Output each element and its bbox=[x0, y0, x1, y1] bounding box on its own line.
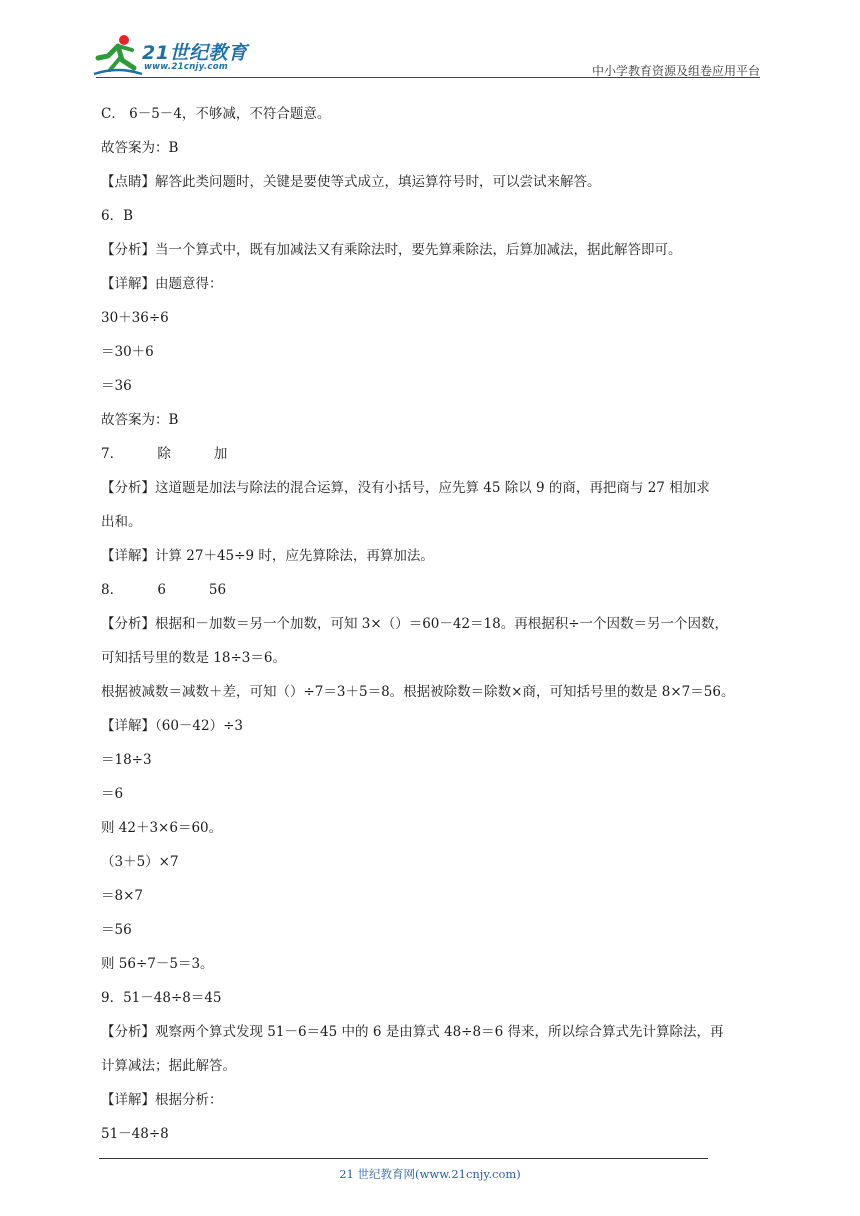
equation-line: 30＋36÷6 bbox=[101, 310, 169, 326]
equation-line: ＝30＋6 bbox=[101, 344, 154, 360]
question-number: 6．B bbox=[101, 208, 134, 224]
text-line: 【详解】（60－42）÷3 bbox=[101, 718, 244, 734]
text-line: 可知括号里的数是 18÷3＝6。 bbox=[101, 650, 286, 666]
text-line: 根据被减数＝减数＋差，可知（）÷7＝3＋5＝8。根据被除数＝除数×商，可知括号里的数是 8×7＝56。 bbox=[101, 684, 735, 700]
text-line: 【详解】根据分析： bbox=[101, 1092, 223, 1108]
page-header bbox=[92, 32, 760, 80]
text-line: 故答案为：B bbox=[101, 412, 179, 428]
site-logo bbox=[92, 32, 267, 80]
runner-logo-icon bbox=[92, 32, 144, 78]
logo-url: www.21cnjy.com bbox=[144, 62, 228, 72]
text-line: 【分析】这道题是加法与除法的混合运算，没有小括号，应先算 45 除以 9 的商，再把商与 27 相加求 bbox=[101, 480, 710, 496]
text-line: 【分析】当一个算式中，既有加减法又有乘除法时，要先算乘除法，后算加减法，据此解答即可。 bbox=[101, 242, 682, 258]
text-line: C． 6－5－4，不够减，不符合题意。 bbox=[101, 106, 331, 122]
text-line: 故答案为：B bbox=[101, 140, 179, 156]
text-line: 【详解】由题意得： bbox=[101, 276, 223, 292]
text-line: 【点睛】解答此类问题时，关键是要使等式成立，填运算符号时，可以尝试来解答。 bbox=[101, 174, 601, 190]
equation-line: ＝18÷3 bbox=[101, 752, 152, 768]
text-line: 出和。 bbox=[101, 514, 142, 530]
text-line: 【分析】观察两个算式发现 51－6＝45 中的 6 是由算式 48÷8＝6 得来，所以综合算式先计算除法，再 bbox=[101, 1024, 724, 1040]
equation-line: ＝8×7 bbox=[101, 888, 143, 904]
text-line: 【详解】计算 27＋45÷9 时，应先算除法，再算加法。 bbox=[101, 548, 434, 564]
header-divider bbox=[96, 77, 760, 78]
text-line: 计算减法；据此解答。 bbox=[101, 1058, 236, 1074]
platform-tagline: 中小学教育资源及组卷应用平台 bbox=[591, 64, 760, 78]
question-number: 9．51－48÷8＝45 bbox=[101, 990, 222, 1006]
equation-line: （3＋5）×7 bbox=[101, 854, 179, 870]
text-line: 则 56÷7－5＝3。 bbox=[101, 956, 214, 972]
equation-line: ＝36 bbox=[101, 378, 132, 394]
question-number: 8． 6 56 bbox=[101, 582, 227, 598]
equation-line: ＝56 bbox=[101, 922, 132, 938]
footer-divider bbox=[99, 1158, 708, 1159]
equation-line: 51－48÷8 bbox=[101, 1126, 169, 1142]
equation-line: ＝6 bbox=[101, 786, 124, 802]
logo-title: 21世纪教育 bbox=[142, 42, 248, 64]
question-number: 7． 除 加 bbox=[101, 446, 228, 462]
text-line: 【分析】根据和－加数＝另一个加数，可知 3×（）＝60－42＝18。再根据积÷一个因数＝另一个因数， bbox=[101, 616, 729, 632]
text-line: 则 42＋3×6＝60。 bbox=[101, 820, 223, 836]
footer-link[interactable]: 21 世纪教育网(www.21cnjy.com) bbox=[339, 1167, 521, 1181]
